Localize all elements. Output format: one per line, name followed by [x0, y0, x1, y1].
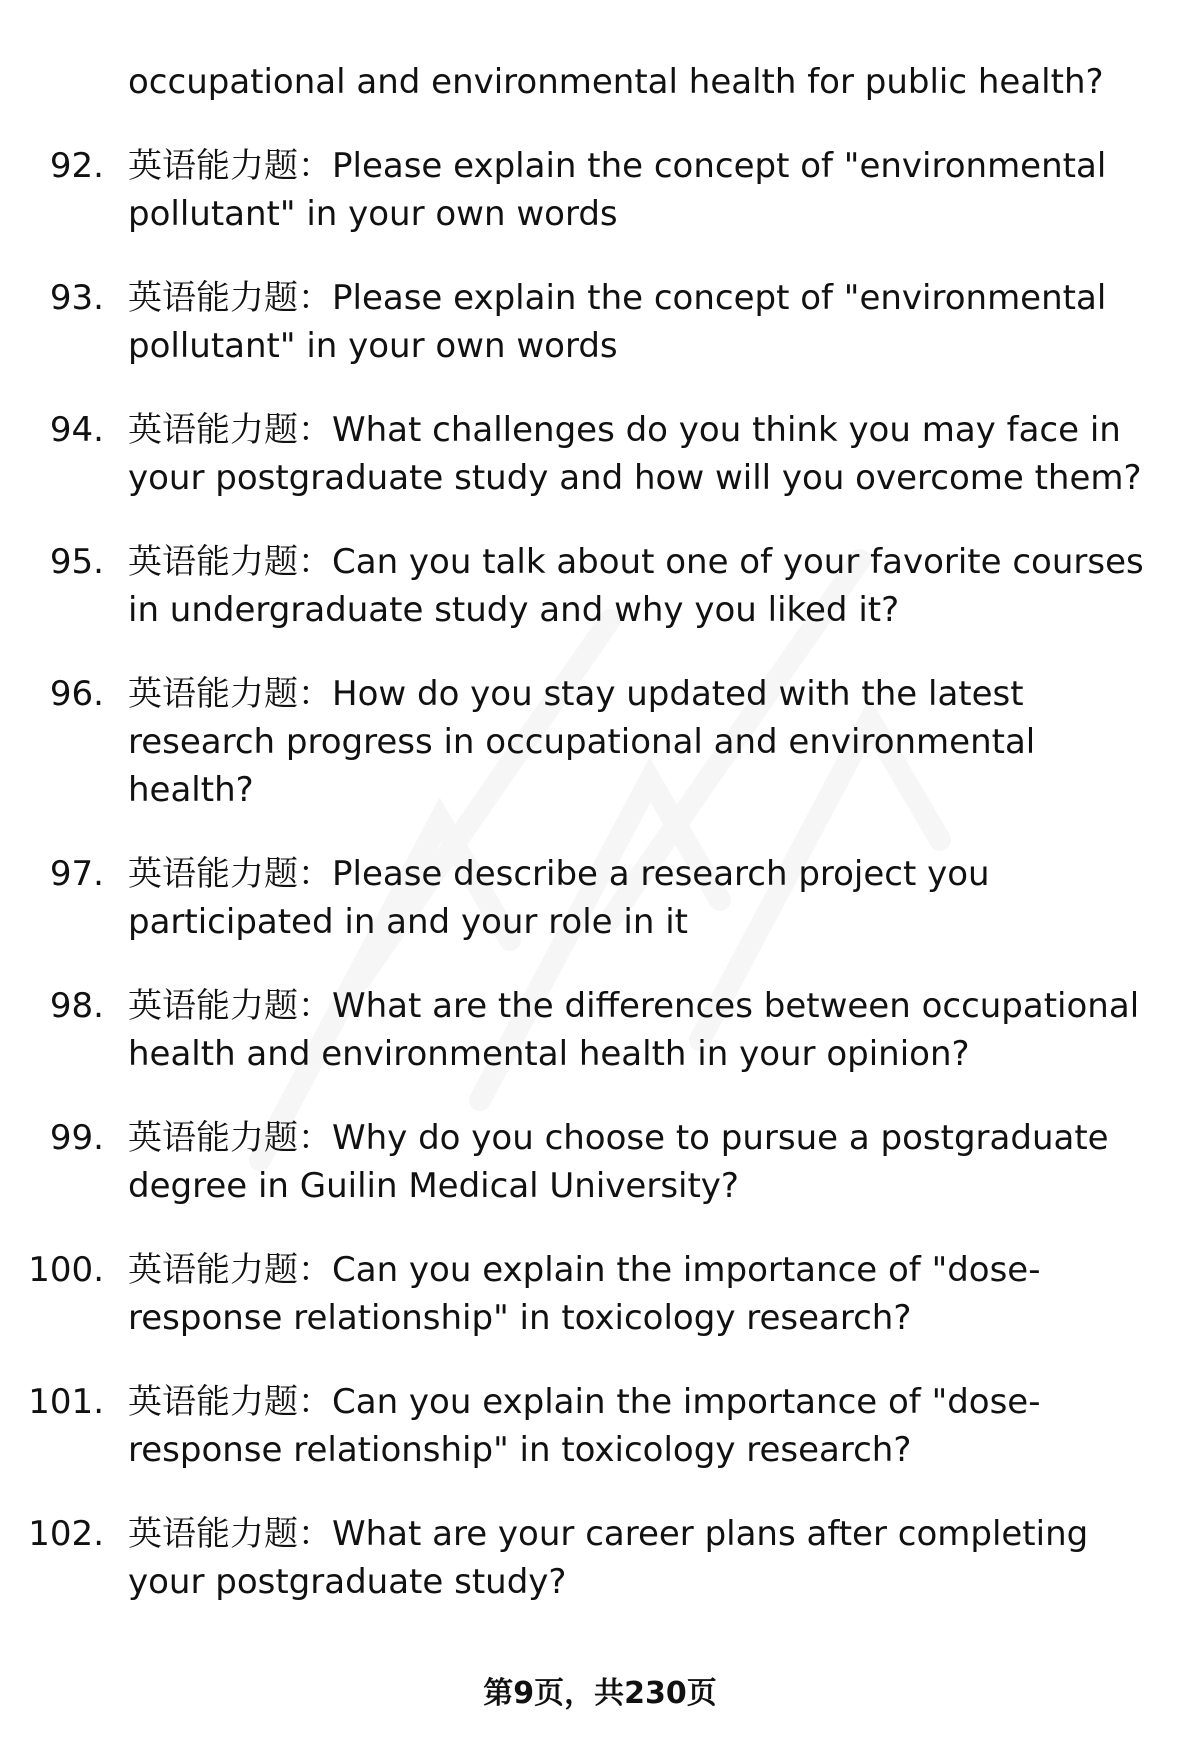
item-number: 96. — [49, 674, 104, 714]
list-item — [0, 670, 1200, 814]
question-list — [0, 142, 1200, 1642]
list-item — [0, 274, 1200, 370]
list-item — [0, 538, 1200, 634]
item-number: 101. — [28, 1382, 104, 1422]
item-text: 英语能力题：Please explain the concept of "environmental pollutant" in your own words — [128, 278, 1107, 366]
item-number: 95. — [49, 542, 104, 582]
item-number: 94. — [49, 410, 104, 450]
item-text: 英语能力题：Why do you choose to pursue a postgraduate degree in Guilin Medical University? — [128, 1118, 1109, 1206]
list-item — [0, 1246, 1200, 1342]
continuation-text: occupational and environmental health for public health? — [128, 62, 1104, 102]
item-text: 英语能力题：What are the differences between occupational health and environmental health in your opinion? — [128, 986, 1140, 1074]
list-item — [0, 982, 1200, 1078]
list-item — [0, 1378, 1200, 1474]
item-number: 98. — [49, 986, 104, 1026]
list-item — [0, 1510, 1200, 1606]
page-footer: 第9页，共230页 — [483, 1676, 717, 1711]
list-item — [0, 1114, 1200, 1210]
item-number: 102. — [28, 1514, 104, 1554]
item-text: 英语能力题：Can you explain the importance of "dose-response relationship" in toxicology research? — [128, 1250, 1041, 1338]
item-text: 英语能力题：Can you explain the importance of "dose-response relationship" in toxicology research? — [128, 1382, 1041, 1470]
item-text: 英语能力题：Can you talk about one of your favorite courses in undergraduate study and why you liked it? — [128, 542, 1144, 630]
item-number: 97. — [49, 854, 104, 894]
item-text: 英语能力题：How do you stay updated with the latest research progress in occupational and environmental health? — [128, 674, 1036, 810]
list-item — [0, 406, 1200, 502]
item-number: 99. — [49, 1118, 104, 1158]
item-text: 英语能力题：What challenges do you think you may face in your postgraduate study and how will you overcome them? — [128, 410, 1142, 498]
item-number: 93. — [49, 278, 104, 318]
item-text: 英语能力题：Please describe a research project you participated in and your role in it — [128, 854, 990, 942]
item-text: 英语能力题：Please explain the concept of "environmental pollutant" in your own words — [128, 146, 1107, 234]
item-text: 英语能力题：What are your career plans after completing your postgraduate study? — [128, 1514, 1089, 1602]
item-number: 100. — [28, 1250, 104, 1290]
item-number: 92. — [49, 146, 104, 186]
list-item — [0, 142, 1200, 238]
list-item — [0, 850, 1200, 946]
